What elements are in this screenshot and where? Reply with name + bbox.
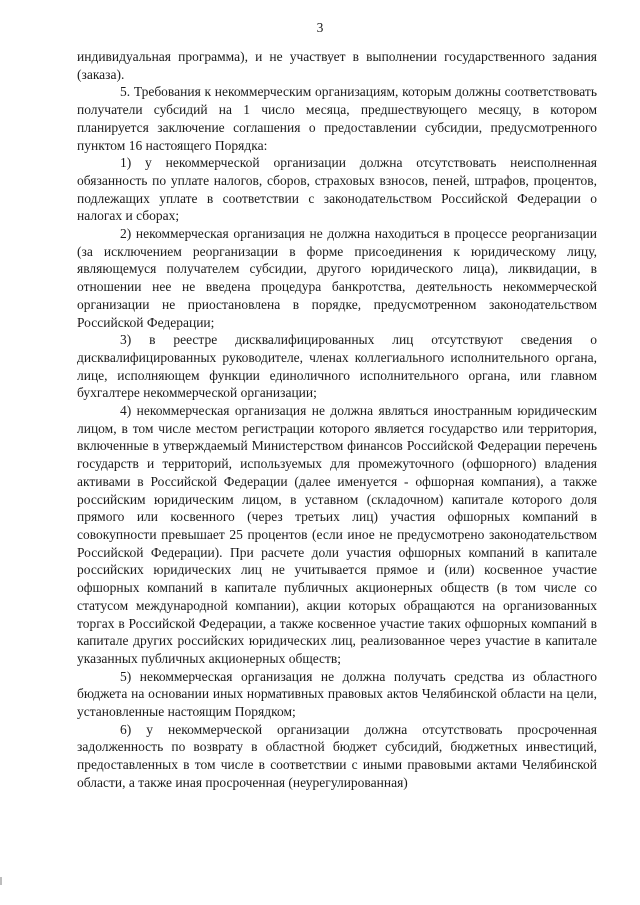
paragraph-subitem-5: 5) некоммерческая организация не должна получать средства из областного бюджета на основании иных нормативных правовых актов Челябинской области на цели, установленные настоящим Порядком; (77, 668, 597, 720)
paragraph-subitem-6: 6) у некоммерческой организации должна отсутствовать просроченная задолженность по возврату в областной бюджет субсидий, бюджетных инвестиций, предоставленных в том числе в соответствии с иными правовыми актами Челябинской области, а также иная просроченная (неурегулированная) (77, 721, 597, 790)
paragraph-subitem-2: 2) некоммерческая организация не должна находиться в процессе реорганизации (за исключением реорганизации в форме присоединения к юридическому лицу, являющемуся получателем субсидии, другого юридического лица), ликвидации, в отношении нее не введена процедура банкротства, деятельность некоммерческой организации не приостановлена в порядке, предусмотренном законодательством Российской Федерации; (77, 226, 597, 330)
page-number: 3 (316, 20, 324, 35)
paragraph-subitem-4: 4) некоммерческая организация не должна являться иностранным юридическим лицом, в том числе местом регистрации которого является государство или территория, включенные в утверждаемый Министерством финансов Российской Федерации перечень государств и территорий, используемых для промежуточного (офшорного) владения активами в Российской Федерации (далее именуется - офшорная компания), а также российским юридическим лицом, в уставном (складочном) капитале которого доля прямого или косвенного (через третьих лиц) участия офшорных компаний в совокупности превышает 25 процентов (если иное не предусмотрено законодательством Российской Федерации). При расчете доли участия офшорных компаний в капитале российских юридических лиц не учитывается прямое и (или) косвенное участие офшорных компаний в капитале публичных акционерных обществ (в том числе со статусом международной компании), акции которых обращаются на организованных торгах в Российской Федерации, а также косвенное участие таких офшорных компаний в капитале других российских юридических лиц, реализованное через участие в капитале указанных публичных акционерных обществ; (77, 403, 597, 666)
paragraph-subitem-1: 1) у некоммерческой организации должна отсутствовать неисполненная обязанность по уплате налогов, сборов, страховых взносов, пеней, штрафов, процентов, подлежащих уплате в соответствии с законодательством Российской Федерации о налогах и сборах; (77, 155, 597, 224)
paragraph-item-5: 5. Требования к некоммерческим организациям, которым должны соответствовать получатели субсидий на 1 число месяца, предшествующего месяцу, в котором планируется заключение соглашения о предоставлении субсидии, предусмотренного пунктом 16 настоящего Порядка: (77, 84, 597, 153)
paragraph-subitem-3: 3) в реестре дисквалифицированных лиц отсутствуют сведения о дисквалифицированных руководителе, членах коллегиального исполнительного органа, лице, исполняющем функции единоличного исполнительного органа, или главном бухгалтере некоммерческой организации; (77, 332, 597, 401)
document-body (77, 48, 597, 792)
paragraph-continuation: индивидуальная программа), и не участвует в выполнении государственного задания (заказа). (77, 49, 597, 82)
scan-edge-mark (0, 877, 2, 885)
